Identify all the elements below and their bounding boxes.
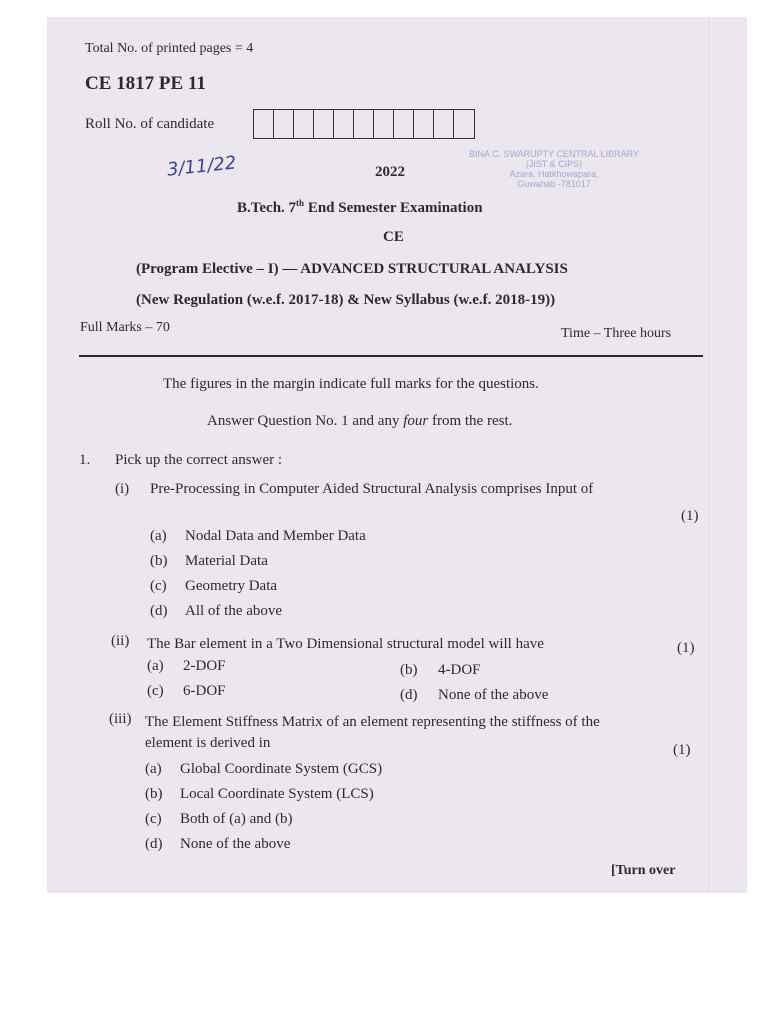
course-title: (Program Elective – I) — ADVANCED STRUCTURAL ANALYSIS	[136, 261, 568, 277]
roll-label: Roll No. of candidate	[85, 116, 215, 132]
roll-box	[314, 110, 334, 138]
option-label: (d)	[400, 687, 418, 703]
exam-title	[237, 199, 483, 216]
stamp-line: BINA C. SWARUPTY CENTRAL LIBRARY	[468, 149, 640, 159]
turn-over: [Turn over	[611, 863, 676, 878]
option-label: (a)	[145, 761, 162, 777]
header-rule	[79, 355, 703, 357]
option-label: (d)	[145, 836, 163, 852]
option-label: (a)	[150, 528, 167, 544]
library-stamp	[429, 150, 679, 190]
roll-box	[454, 110, 474, 138]
exam-title-sup: th	[296, 198, 305, 208]
option-text: Nodal Data and Member Data	[185, 528, 366, 544]
regulation: (New Regulation (w.e.f. 2017-18) & New Syllabus (w.e.f. 2018-19))	[136, 292, 556, 308]
handwritten-date: 3/11/22	[166, 152, 238, 181]
q1-ii-number: (ii)	[111, 633, 130, 649]
option-label: (b)	[400, 662, 418, 678]
option-label: (c)	[150, 578, 167, 594]
q1-iii-marks: (1)	[673, 742, 691, 758]
branch: CE	[383, 229, 404, 245]
full-marks: Full Marks – 70	[80, 320, 170, 335]
q1-iii-number: (iii)	[109, 711, 132, 727]
instruction-em: four	[403, 413, 429, 429]
q1-ii-marks: (1)	[677, 640, 695, 656]
option-text: 2-DOF	[183, 658, 226, 674]
instruction-pre: Answer Question No. 1 and any	[207, 413, 404, 429]
total-pages: Total No. of printed pages = 4	[85, 41, 254, 56]
option-text: None of the above	[438, 687, 549, 703]
roll-box	[354, 110, 374, 138]
option-text: None of the above	[180, 836, 291, 852]
option-text: Local Coordinate System (LCS)	[180, 786, 374, 802]
roll-box	[274, 110, 294, 138]
q1-ii-text: The Bar element in a Two Dimensional structural model will have	[147, 636, 544, 652]
exam-title-pre: B.Tech. 7	[237, 200, 297, 216]
roll-box	[394, 110, 414, 138]
instruction-marks: The figures in the margin indicate full marks for the questions.	[163, 376, 539, 392]
roll-box	[334, 110, 354, 138]
stamp-line: (JIST & CIPS)	[525, 158, 583, 169]
option-text: Geometry Data	[185, 578, 278, 594]
option-label: (b)	[150, 553, 168, 569]
stamp-line: Guwahati -781017	[517, 178, 591, 189]
option-label: (a)	[147, 658, 164, 674]
roll-box	[254, 110, 274, 138]
q1-iii-text-line2: element is derived in	[145, 735, 271, 751]
roll-box	[414, 110, 434, 138]
time-allowed: Time – Three hours	[561, 326, 672, 341]
option-text: 6-DOF	[183, 683, 226, 699]
stamp-line: Azara, Hatkhowapara,	[509, 168, 599, 179]
instruction-post: from the rest.	[428, 413, 513, 429]
exam-year: 2022	[375, 164, 405, 180]
exam-title-post: End Semester Examination	[304, 200, 483, 216]
instruction-answer	[207, 414, 512, 429]
roll-box	[434, 110, 454, 138]
roll-number-boxes	[253, 109, 475, 139]
option-label: (c)	[147, 683, 164, 699]
q1-i-text: Pre-Processing in Computer Aided Structural Analysis comprises Input of	[150, 481, 594, 497]
page-fold-shadow	[708, 17, 712, 893]
option-label: (b)	[145, 786, 163, 802]
option-text: 4-DOF	[438, 662, 481, 678]
roll-box	[374, 110, 394, 138]
option-text: Material Data	[185, 553, 268, 569]
option-text: Global Coordinate System (GCS)	[180, 761, 383, 777]
option-label: (d)	[150, 603, 168, 619]
q1-text: Pick up the correct answer :	[115, 452, 283, 468]
option-label: (c)	[145, 811, 162, 827]
exam-paper-page	[47, 17, 747, 893]
q1-i-number: (i)	[115, 481, 130, 497]
paper-code: CE 1817 PE 11	[85, 73, 206, 94]
q1-i-marks: (1)	[681, 508, 699, 524]
q1-number: 1.	[79, 452, 91, 468]
option-text: Both of (a) and (b)	[180, 811, 293, 827]
q1-iii-text-line1: The Element Stiffness Matrix of an element representing the stiffness of the	[145, 714, 600, 730]
roll-box	[294, 110, 314, 138]
option-text: All of the above	[185, 603, 283, 619]
